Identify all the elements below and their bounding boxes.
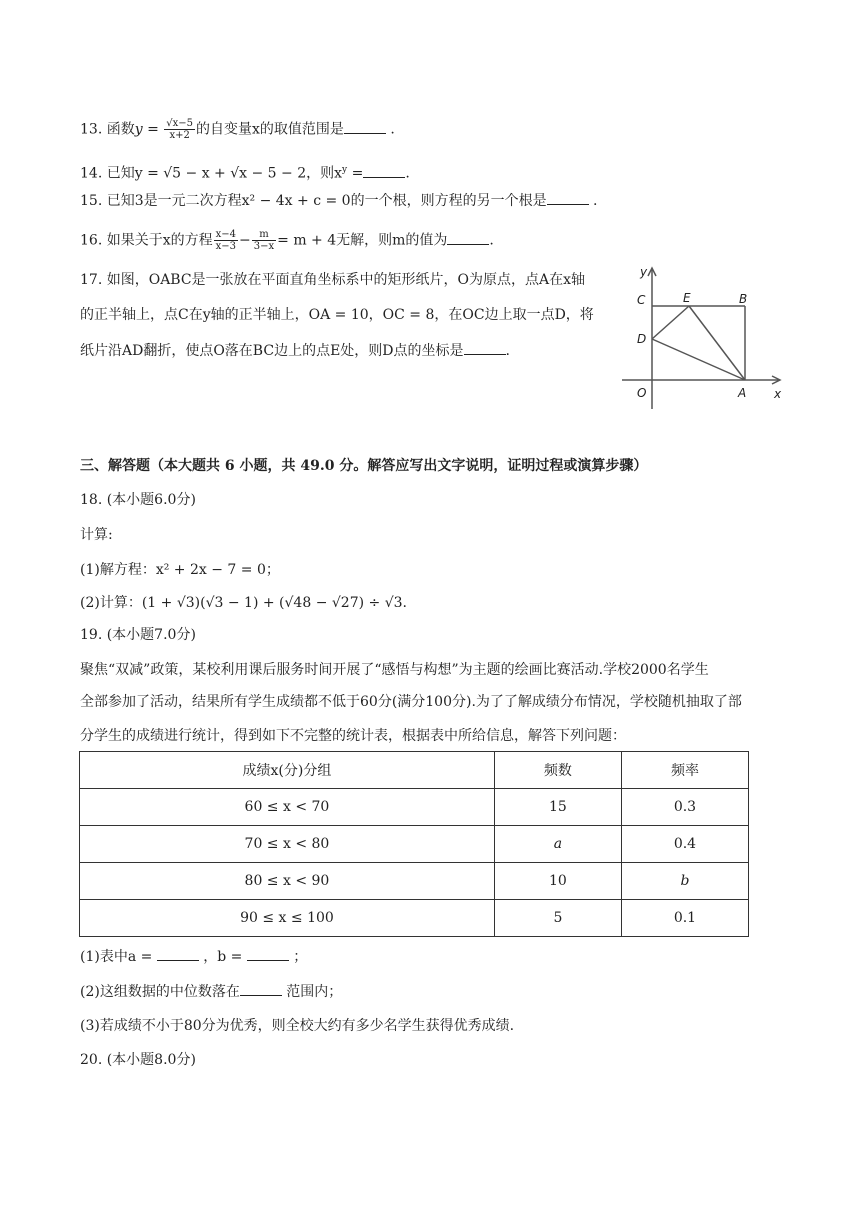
table-cell: 70 ≤ x < 80 xyxy=(80,826,495,863)
table-cell: 5 xyxy=(494,900,621,937)
question-19-paragraph-1: 聚焦“双减”政策，某校利用课后服务时间开展了“感悟与构想”为主题的绘画比赛活动.学校2000名学生 xyxy=(80,662,709,678)
label-d: D xyxy=(637,332,647,346)
answer-blank-b[interactable] xyxy=(247,946,289,961)
table-row xyxy=(80,826,749,863)
section-heading: 三、解答题（本大题共 6 小题，共 49.0 分。解答应写出文字说明，证明过程或演算步骤） xyxy=(80,458,648,474)
question-18-title: 18. (本小题6.0分) xyxy=(80,492,196,508)
question-19-sub-3: (3)若成绩不小于80分为优秀，则全校大约有多少名学生获得优秀成绩. xyxy=(80,1018,515,1034)
question-19-sub-1: (1)表中a = ，b = ； xyxy=(80,946,307,967)
label-a: A xyxy=(738,386,747,400)
question-18-part-2: (2)计算：(1 + √3)(√3 − 1) + (√48 − √27) ÷ √3. xyxy=(80,595,407,611)
label-c: C xyxy=(637,293,646,307)
answer-blank[interactable] xyxy=(240,981,282,996)
table-header: 成绩x(分)分组 xyxy=(80,752,495,789)
geometry-figure xyxy=(617,264,787,414)
answer-blank[interactable] xyxy=(547,190,589,205)
table-cell: 90 ≤ x ≤ 100 xyxy=(80,900,495,937)
table-cell: b xyxy=(621,863,748,900)
question-17-line-3: 纸片沿AD翻折，使点O落在BC边上的点E处，则D点的坐标是 . xyxy=(80,340,510,361)
segment-de xyxy=(652,306,689,339)
question-20-title: 20. (本小题8.0分) xyxy=(80,1052,196,1068)
answer-blank-a[interactable] xyxy=(157,946,199,961)
label-e: E xyxy=(683,291,691,305)
question-15: 15. 已知3是一元二次方程x² − 4x + c = 0的一个根，则方程的另一个根是 . xyxy=(80,190,597,211)
question-16: 16. 如果关于x的方程 $\frac{x-4}{x-3}$ − $\frac{m}{3-x}$ = m + 4无解，则m的值为 . xyxy=(80,229,494,252)
question-19-paragraph-3: 分学生的成绩进行统计，得到如下不完整的统计表，根据表中所给信息，解答下列问题： xyxy=(80,728,626,744)
table-header-row xyxy=(80,752,749,789)
table-cell: a xyxy=(494,826,621,863)
answer-blank[interactable] xyxy=(447,230,489,245)
question-18-part-1: (1)解方程：x² + 2x − 7 = 0； xyxy=(80,562,280,578)
table-row xyxy=(80,900,749,937)
question-19-paragraph-2: 全部参加了活动，结果所有学生成绩都不低于60分(满分100分).为了了解成绩分布情况，学校随机抽取了部 xyxy=(80,694,742,710)
question-17-line-2: 的正半轴上，点C在y轴的正半轴上，OA = 10，OC = 8，在OC边上取一点D，将 xyxy=(80,307,594,323)
table-cell: 0.1 xyxy=(621,900,748,937)
segment-ea xyxy=(689,306,745,380)
label-x: x xyxy=(774,387,782,401)
segment-da xyxy=(652,339,745,380)
question-13: 13. 函数y = $\frac{√x-5}{x+2}$ 的自变量x的取值范围是 . xyxy=(80,118,395,141)
question-14: 14. 已知y = √5 − x + √x − 5 − 2，则$x^y$ = . xyxy=(80,160,410,184)
answer-blank[interactable] xyxy=(363,163,405,178)
question-19-sub-2: (2)这组数据的中位数落在 范围内； xyxy=(80,981,342,1002)
table-row xyxy=(80,789,749,826)
question-19-title: 19. (本小题7.0分) xyxy=(80,627,196,643)
fraction: $\frac{x-4}{x-3}$ xyxy=(215,229,237,252)
question-17-line-1: 17. 如图，OABC是一张放在平面直角坐标系中的矩形纸片，O为原点，点A在x轴 xyxy=(80,272,586,288)
label-o: O xyxy=(637,386,647,400)
question-18-intro: 计算: xyxy=(80,527,113,543)
table-cell: 80 ≤ x < 90 xyxy=(80,863,495,900)
table-cell: 0.3 xyxy=(621,789,748,826)
fraction: $\frac{m}{3-x}$ xyxy=(253,229,275,252)
table-cell: 10 xyxy=(494,863,621,900)
label-y: y xyxy=(640,265,648,279)
fraction: $\frac{√x-5}{x+2}$ xyxy=(166,118,194,141)
answer-blank[interactable] xyxy=(464,340,506,355)
table-row xyxy=(80,863,749,900)
answer-blank[interactable] xyxy=(344,119,386,134)
label-b: B xyxy=(739,292,748,306)
table-header: 频数 xyxy=(494,752,621,789)
score-table xyxy=(79,751,749,937)
table-cell: 0.4 xyxy=(621,826,748,863)
table-cell: 15 xyxy=(494,789,621,826)
table-cell: 60 ≤ x < 70 xyxy=(80,789,495,826)
table-header: 频率 xyxy=(621,752,748,789)
